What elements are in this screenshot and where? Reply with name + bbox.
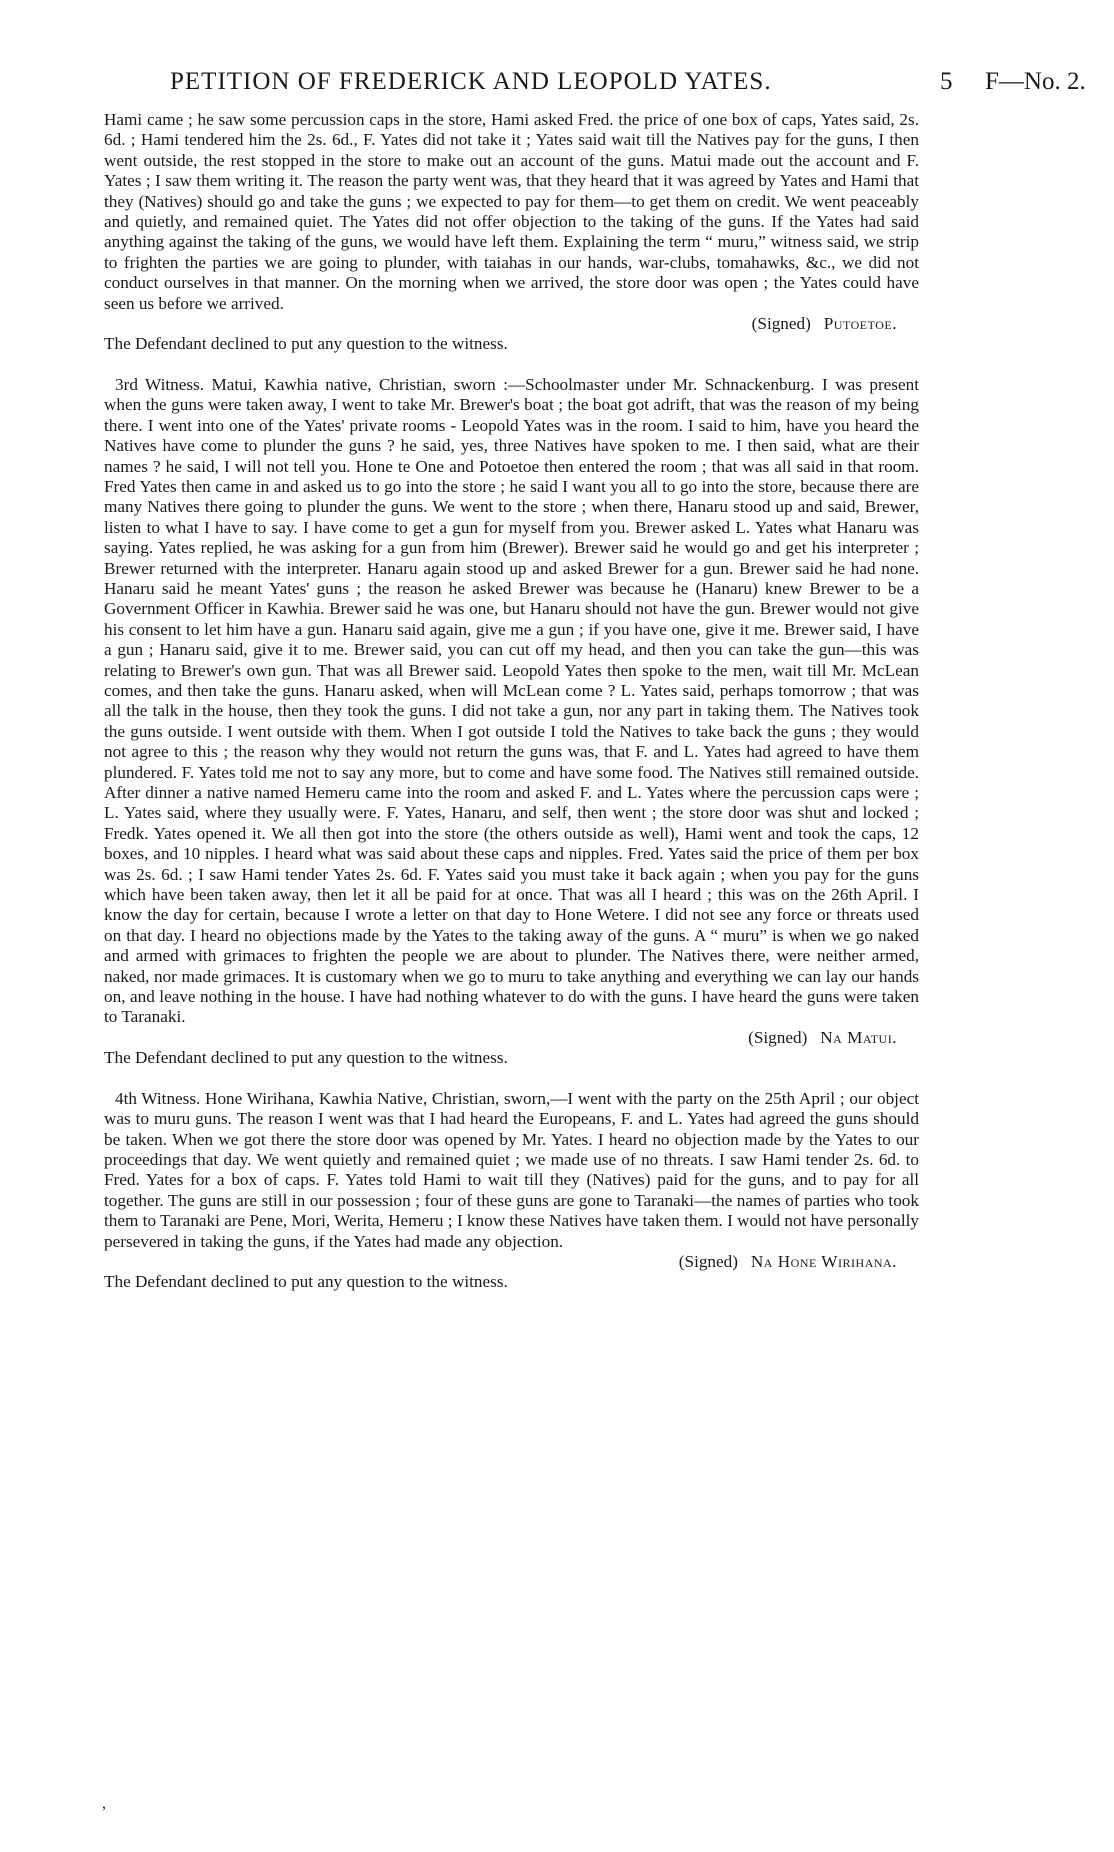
document-body: [104, 110, 919, 1293]
witness4-declined-note: The Defendant declined to put any question to the witness.: [104, 1272, 508, 1292]
witness2-testimony: Hami came ; he saw some percussion caps in the store, Hami asked Fred. the price of one box of caps, Yates said, 2s. 6d. ; Hami tendered him the 2s. 6d., F. Yates did not take it ; Yates said wait till the Natives pay for the guns, I then went outside, the rest stopped in the store to make out an account of the guns. Matui made out the account and F. Yates ; I saw them writing it. The reason the party went was, that they heard that it was agreed by Yates and Hami that they (Natives) should go and take the guns ; we expected to pay for them—to get them on credit. We went peaceably and quietly, and remained quiet. The Yates did not offer objection to the taking of the guns. If the Yates had said anything against the taking of the guns, we would have left them. Explaining the term “ muru,” witness said, we strip to frighten the parties we are going to plunder, with taiahas in our hands, war-clubs, tomahawks, &c., we did not conduct ourselves in that manner. On the morning when we arrived, the store door was open ; the Yates could have seen us before we arrived.: [104, 110, 919, 313]
stray-mark: ,: [102, 1795, 106, 1812]
page-number: 5: [940, 68, 953, 95]
witness4-testimony: 4th Witness. Hone Wirihana, Kawhia Native, Christian, sworn,—I went with the party on the 25th April ; our object was to muru guns. The reason I went was that I had heard the Europeans, F. and L. Yates had agreed the guns should be taken. When we got there the store door was opened by Mr. Yates. I heard no objection made by the Yates to our proceedings that day. We went quietly and remained quiet ; we made use of no threats. I saw Hami tender 2s. 6d. to Fred. Yates for a box of caps. F. Yates told Hami to wait till they (Natives) paid for the guns, and to pay for all together. The guns are still in our possession ; four of these guns are gone to Taranaki—the names of parties who took them to Taranaki are Pene, Mori, Werita, Hemeru ; I know these Natives have taken them. I would not have personally persevered in taking the guns, if the Yates had made any objection.: [104, 1088, 919, 1251]
signature-name: Na Matui.: [820, 1027, 897, 1047]
witness2-declined-note: The Defendant declined to put any question to the witness.: [104, 334, 508, 354]
signature-label: (Signed): [678, 1251, 738, 1271]
witness3-signature: [104, 1028, 919, 1048]
witness4-signature: [104, 1252, 919, 1272]
page-header: [0, 68, 1114, 108]
signature-label: (Signed): [748, 1027, 808, 1047]
document-reference: F—No. 2.: [985, 68, 1086, 95]
signature-name: Na Hone Wirihana.: [750, 1251, 897, 1271]
witness3-testimony: 3rd Witness. Matui, Kawhia native, Christian, sworn :—Schoolmaster under Mr. Schnackenburg. I was present when the guns were taken away, I went to take Mr. Brewer's boat ; the boat got adrift, that was the reason of my being there. I went into one of the Yates' private rooms - Leopold Yates was in the room. I said to him, have you heard the Natives have come to plunder the guns ? he said, yes, three Natives have spoken to me. I then said, what are their names ? he said, I will not tell you. Hone te One and Potoetoe then entered the room ; that was all said in that room. Fred Yates then came in and asked us to go into the store ; he said I want you all to go into the store, because there are many Natives there going to plunder the guns. We went to the store ; when there, Hanaru stood up and said, Brewer, listen to what I have to say. I have come to get a gun for myself from you. Brewer asked L. Yates what Hanaru was saying. Yates replied, he was asking for a gun from him (Brewer). Brewer said he would go and get his interpreter ; Brewer returned with the interpreter. Hanaru again stood up and asked Brewer for a gun. Brewer said he had none. Hanaru said he meant Yates' guns ; the reason he asked Brewer was because he (Hanaru) knew Brewer to be a Government Officer in Kawhia. Brewer said he was one, but Hanaru should not have the gun. Brewer would not give his consent to let him have a gun. Hanaru said again, give me a gun ; if you have one, give it me. Brewer said, I have a gun ; Hanaru said, give it to me. Brewer said, you can cut off my head, and then you can take the gun—this was relating to Brewer's own gun. That was all Brewer said. Leopold Yates then spoke to the men, wait till Mr. McLean comes, and then take the guns. Hanaru asked, when will McLean come ? L. Yates said, perhaps tomorrow ; that was all the talk in the house, then they took the guns. I did not take a gun, nor any part in taking them. The Natives took the guns outside. I went outside with them. When I got outside I told the Natives to take back the guns ; they would not agree to this ; the reason why they would not return the guns was, that F. and L. Yates had agreed to have them plundered. F. Yates told me not to say any more, but to come and have some food. The Natives still remained outside. After dinner a native named Hemeru came into the room and asked F. and L. Yates where the percussion caps were ; L. Yates said, where they usually were. F. Yates, Hanaru, and self, then went ; the store door was shut and locked ; Fredk. Yates opened it. We all then got into the store (the others outside as well), Hami went and took the caps, 12 boxes, and 10 nipples. I heard what was said about these caps and nipples. Fred. Yates said the price of them per box was 2s. 6d. ; I saw Hami tender Yates 2s. 6d. F. Yates said you must take it back again ; when you pay for the guns which have been taken away, then let it all be paid for at once. That was all I heard ; this was on the 26th April. I know the day for certain, because I wrote a letter on that day to Hone Wetere. I did not see any force or threats used on that day. I heard no objections made by the Yates to the taking away of the guns. A “ muru” is when we go naked and armed with grimaces to frighten the people we are about to plunder. The Natives there, were neither armed, naked, nor made grimaces. It is customary when we go to muru to take anything and everything we can lay our hands on, and leave nothing in the house. I have had nothing whatever to do with the guns. I have heard the guns were taken to Taranaki.: [104, 374, 919, 1027]
witness2-signature: [104, 314, 919, 334]
witness3-declined-note: The Defendant declined to put any question to the witness.: [104, 1048, 508, 1068]
page-title: PETITION OF FREDERICK AND LEOPOLD YATES.: [170, 68, 772, 95]
signature-name: Putoetoe.: [823, 314, 897, 334]
signature-label: (Signed): [751, 314, 811, 334]
